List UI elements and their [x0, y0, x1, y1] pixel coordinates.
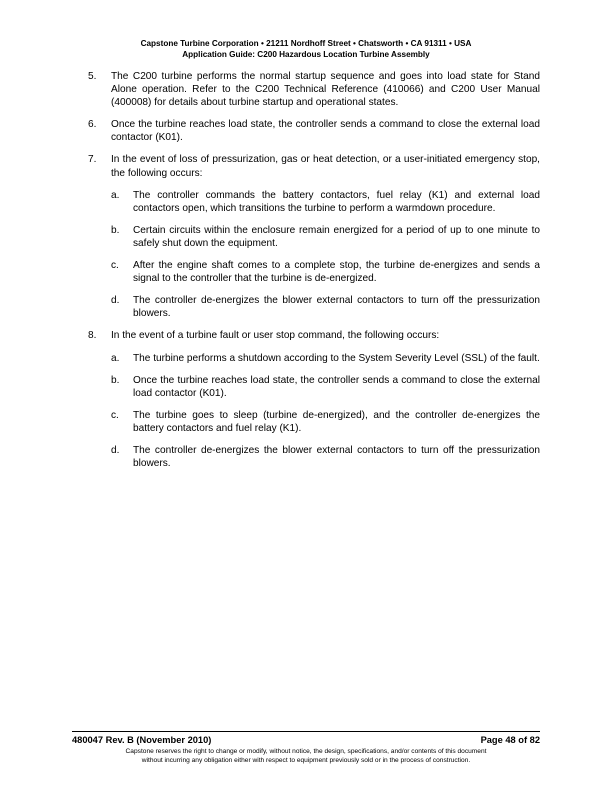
sub-item-7d	[111, 294, 540, 320]
list-item-6	[88, 118, 540, 144]
item-number: 5.	[88, 71, 97, 82]
sub-item-letter: c.	[111, 260, 119, 272]
item-number: 6.	[88, 119, 97, 131]
disclaimer-line-2: without incurring any obligation either with respect to equipment previously sold or in the process of construction.	[141, 756, 471, 764]
list-item-8	[88, 329, 540, 470]
item-text: In the event of loss of pressurization, gas or heat detection, or a user-initiated emergency stop, the following occurs:	[111, 154, 540, 179]
sub-item-8b	[111, 374, 540, 400]
sub-item-text: After the engine shaft comes to a complete stop, the turbine de-energizes and sends a signal to the controller that the turbine is de-energized.	[133, 260, 540, 285]
sub-item-7c	[111, 259, 540, 285]
page-number: Page 48 of 82	[480, 735, 540, 745]
item-number: 8.	[88, 330, 97, 342]
sub-item-letter: c.	[111, 409, 119, 421]
sub-item-letter: d.	[111, 444, 120, 456]
sub-item-text: The turbine goes to sleep (turbine de-energized), and the controller de-energizes the battery contactors and fuel relay (K1).	[133, 409, 540, 434]
list-item-5	[88, 70, 540, 109]
page-header	[0, 38, 612, 60]
footer-divider	[72, 731, 540, 732]
sub-item-text: The turbine performs a shutdown according to the System Severity Level (SSL) of the fault.	[133, 352, 540, 364]
sub-item-8c	[111, 409, 540, 435]
header-company-line: Capstone Turbine Corporation • 21211 Nordhoff Street • Chatsworth • CA 91311 • USA	[140, 39, 472, 48]
item-text: The C200 turbine performs the normal startup sequence and goes into load state for Stand Alone operation. Refer to the C200 Technical Reference (410066) and C200 User Manual (400008) for details about turbine startup and operational states.	[111, 71, 540, 109]
sub-item-letter: d.	[111, 295, 120, 307]
sub-item-letter: b.	[111, 224, 120, 236]
header-guide-title: Application Guide: C200 Hazardous Location Turbine Assembly	[182, 50, 430, 59]
list-item-7	[88, 153, 540, 320]
footer-disclaimer	[72, 748, 540, 765]
item-text: Once the turbine reaches load state, the controller sends a command to close the external load contactor (K01).	[111, 119, 540, 144]
sub-item-letter: b.	[111, 374, 120, 386]
sub-item-letter: a.	[111, 352, 120, 364]
sub-item-text: Once the turbine reaches load state, the controller sends a command to close the external load contactor (K01).	[133, 374, 540, 399]
disclaimer-line-1: Capstone reserves the right to change or modify, without notice, the design, specifications, and/or contents of this document	[125, 748, 487, 755]
sub-item-8a	[111, 352, 540, 365]
sub-item-text: The controller de-energizes the blower external contactors to turn off the pressurization blowers.	[133, 444, 540, 470]
sub-item-7b	[111, 224, 540, 250]
sub-item-text: Certain circuits within the enclosure remain energized for a period of up to one minute to safely shut down the equipment.	[133, 224, 540, 249]
document-body	[88, 70, 540, 479]
sub-list	[111, 352, 540, 471]
document-revision: 480047 Rev. B (November 2010)	[72, 735, 212, 745]
footer-info	[72, 734, 540, 746]
sub-item-8d	[111, 444, 540, 470]
item-text: In the event of a turbine fault or user stop command, the following occurs:	[111, 330, 440, 342]
item-number: 7.	[88, 154, 97, 166]
sub-list	[111, 189, 540, 321]
sub-item-letter: a.	[111, 189, 120, 201]
sub-item-text: The controller commands the battery contactors, fuel relay (K1) and external load contactors open, which transitions the turbine to perform a warmdown procedure.	[133, 189, 540, 214]
sub-item-7a	[111, 189, 540, 215]
sub-item-text: The controller de-energizes the blower external contactors to turn off the pressurization blowers.	[133, 295, 540, 320]
